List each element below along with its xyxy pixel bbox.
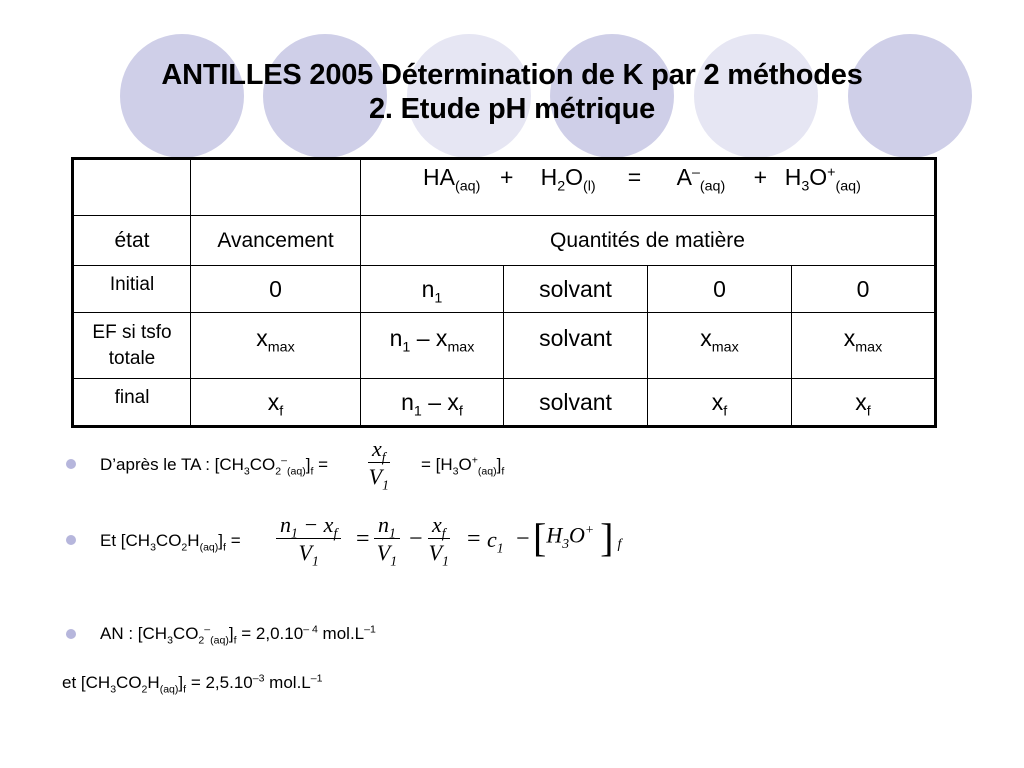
cell-h3o: $x_f$ (792, 379, 936, 427)
table-row (73, 313, 936, 379)
result-ch3co2h: et $[CH_3CO_2H_{(aq)}]_f = 2,5.10^{-3}$ $mol.L^{-1}$ (62, 672, 323, 696)
empty-cell (191, 159, 361, 216)
equals-sign: = (467, 526, 481, 552)
cell-h3o: $x_{max}$ (792, 313, 936, 379)
cell-ha: $n_1 - x_f$ (361, 379, 504, 427)
minus-sign: − (409, 526, 423, 552)
bullet-ta-h3o: = $[H_3O^+_{(aq)}]_f$ (421, 454, 505, 478)
c1-term: $c_1$ (487, 527, 504, 556)
cell-a: $x_{max}$ (648, 313, 792, 379)
fraction-n1-v1: $\frac{n_1}{V_1}$ (374, 512, 400, 567)
cell-h3o: 0 (792, 266, 936, 313)
header-row (73, 216, 936, 266)
bullet-dot (66, 459, 76, 469)
title-line-1: ANTILLES 2005 Détermination de K par 2 méthodes (161, 59, 863, 91)
reaction-table (71, 157, 937, 428)
cell-h2o: solvant (504, 379, 648, 427)
fraction-xf-v1: $\frac{x_f}{V_1}$ (368, 436, 389, 493)
row-label: final (73, 379, 191, 427)
cell-avancement: 0 (191, 266, 361, 313)
bullet-dot (66, 629, 76, 639)
fraction-n1-xf-v1: $\frac{n_1 - x_f}{V_1}$ (276, 512, 341, 567)
cell-a: 0 (648, 266, 792, 313)
fraction-xf-v1: $\frac{x_f}{V_1}$ (428, 512, 449, 569)
bullet-an: AN : $[CH_3CO_2^-_{(aq)}]_f = 2,0.10^{- 4}$ $mol.L^{-1}$ (100, 623, 376, 647)
cell-avancement: $x_f$ (191, 379, 361, 427)
table-row (73, 379, 936, 427)
cell-h2o: solvant (504, 313, 648, 379)
header-avancement: Avancement (191, 216, 361, 266)
row-label: Initial (73, 266, 191, 313)
reaction-equation: $HA_{(aq)} + H_2O_{(l)} = A^-_{(aq)} + H_3O^+_{(aq)}$ (361, 159, 936, 216)
header-etat: état (73, 216, 191, 266)
cell-ha: $n_1 - x_{max}$ (361, 313, 504, 379)
equals-sign: = (356, 526, 370, 552)
bullet-ta: D’après le TA : $[CH_3CO_2^-_{(aq)}]_f$ = (100, 454, 329, 478)
h3o-bracket: [$H_3O^+$ ] $_f$ (533, 515, 622, 560)
empty-cell (73, 159, 191, 216)
cell-avancement: $x_{max}$ (191, 313, 361, 379)
minus-sign: − (516, 526, 530, 552)
row-label: EF si tsfo totale (73, 313, 191, 379)
cell-ha: $n_1$ (361, 266, 504, 313)
bullet-dot (66, 535, 76, 545)
header-quantites: Quantités de matière (361, 216, 936, 266)
cell-a: $x_f$ (648, 379, 792, 427)
table-row (73, 266, 936, 313)
slide-title (0, 58, 1024, 126)
title-line-2: 2. Etude pH métrique (368, 93, 656, 125)
equation-row (73, 159, 936, 216)
cell-h2o: solvant (504, 266, 648, 313)
bullet-ch3co2h: Et $[CH_3CO_2H_{(aq)}]_f$ = (100, 531, 241, 554)
